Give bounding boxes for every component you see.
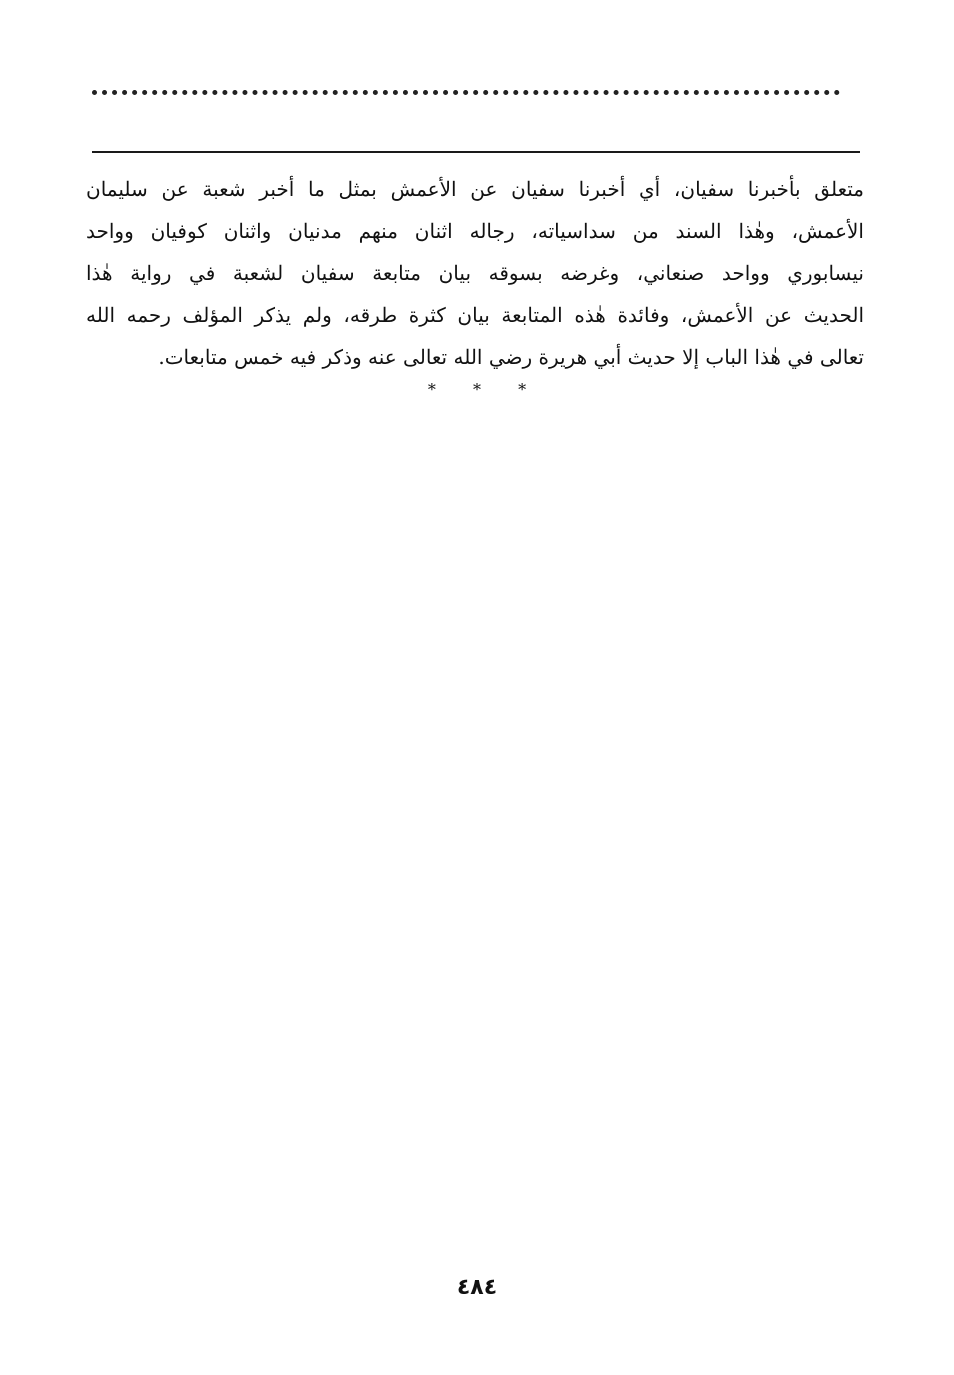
dotted-separator-line [92,90,840,95]
footnote-line-4: الحديث عن الأعمش، وفائدة هٰذه المتابعة بيان كثرة طرقه، ولم يذكر المؤلف رحمه الله [86,303,864,327]
section-end-stars [0,380,954,399]
star-mark: * [427,380,436,399]
footnote-text [86,168,864,378]
footnote-line-2: الأعمش، وهٰذا السند من سداسياته، رجاله اثنان منهم مدنيان واثنان كوفيان وواحد [86,219,864,243]
footnote-rule [92,151,860,153]
page-number: ٤٨٤ [456,1275,498,1300]
footnote-line-5: تعالى في هٰذا الباب إلا حديث أبي هريرة رضي الله تعالى عنه وذكر فيه خمس متابعات. [158,345,864,369]
footnote-line-1: متعلق بأخبرنا سفيان، أي أخبرنا سفيان عن الأعمش بمثل ما أخبر شعبة عن سليمان [86,177,864,201]
star-mark: * [518,380,527,399]
footnote-line-3: نيسابوري وواحد صنعاني، وغرضه بسوقه بيان متابعة سفيان لشعبة في رواية هٰذا [86,261,864,285]
star-mark: * [473,380,481,399]
